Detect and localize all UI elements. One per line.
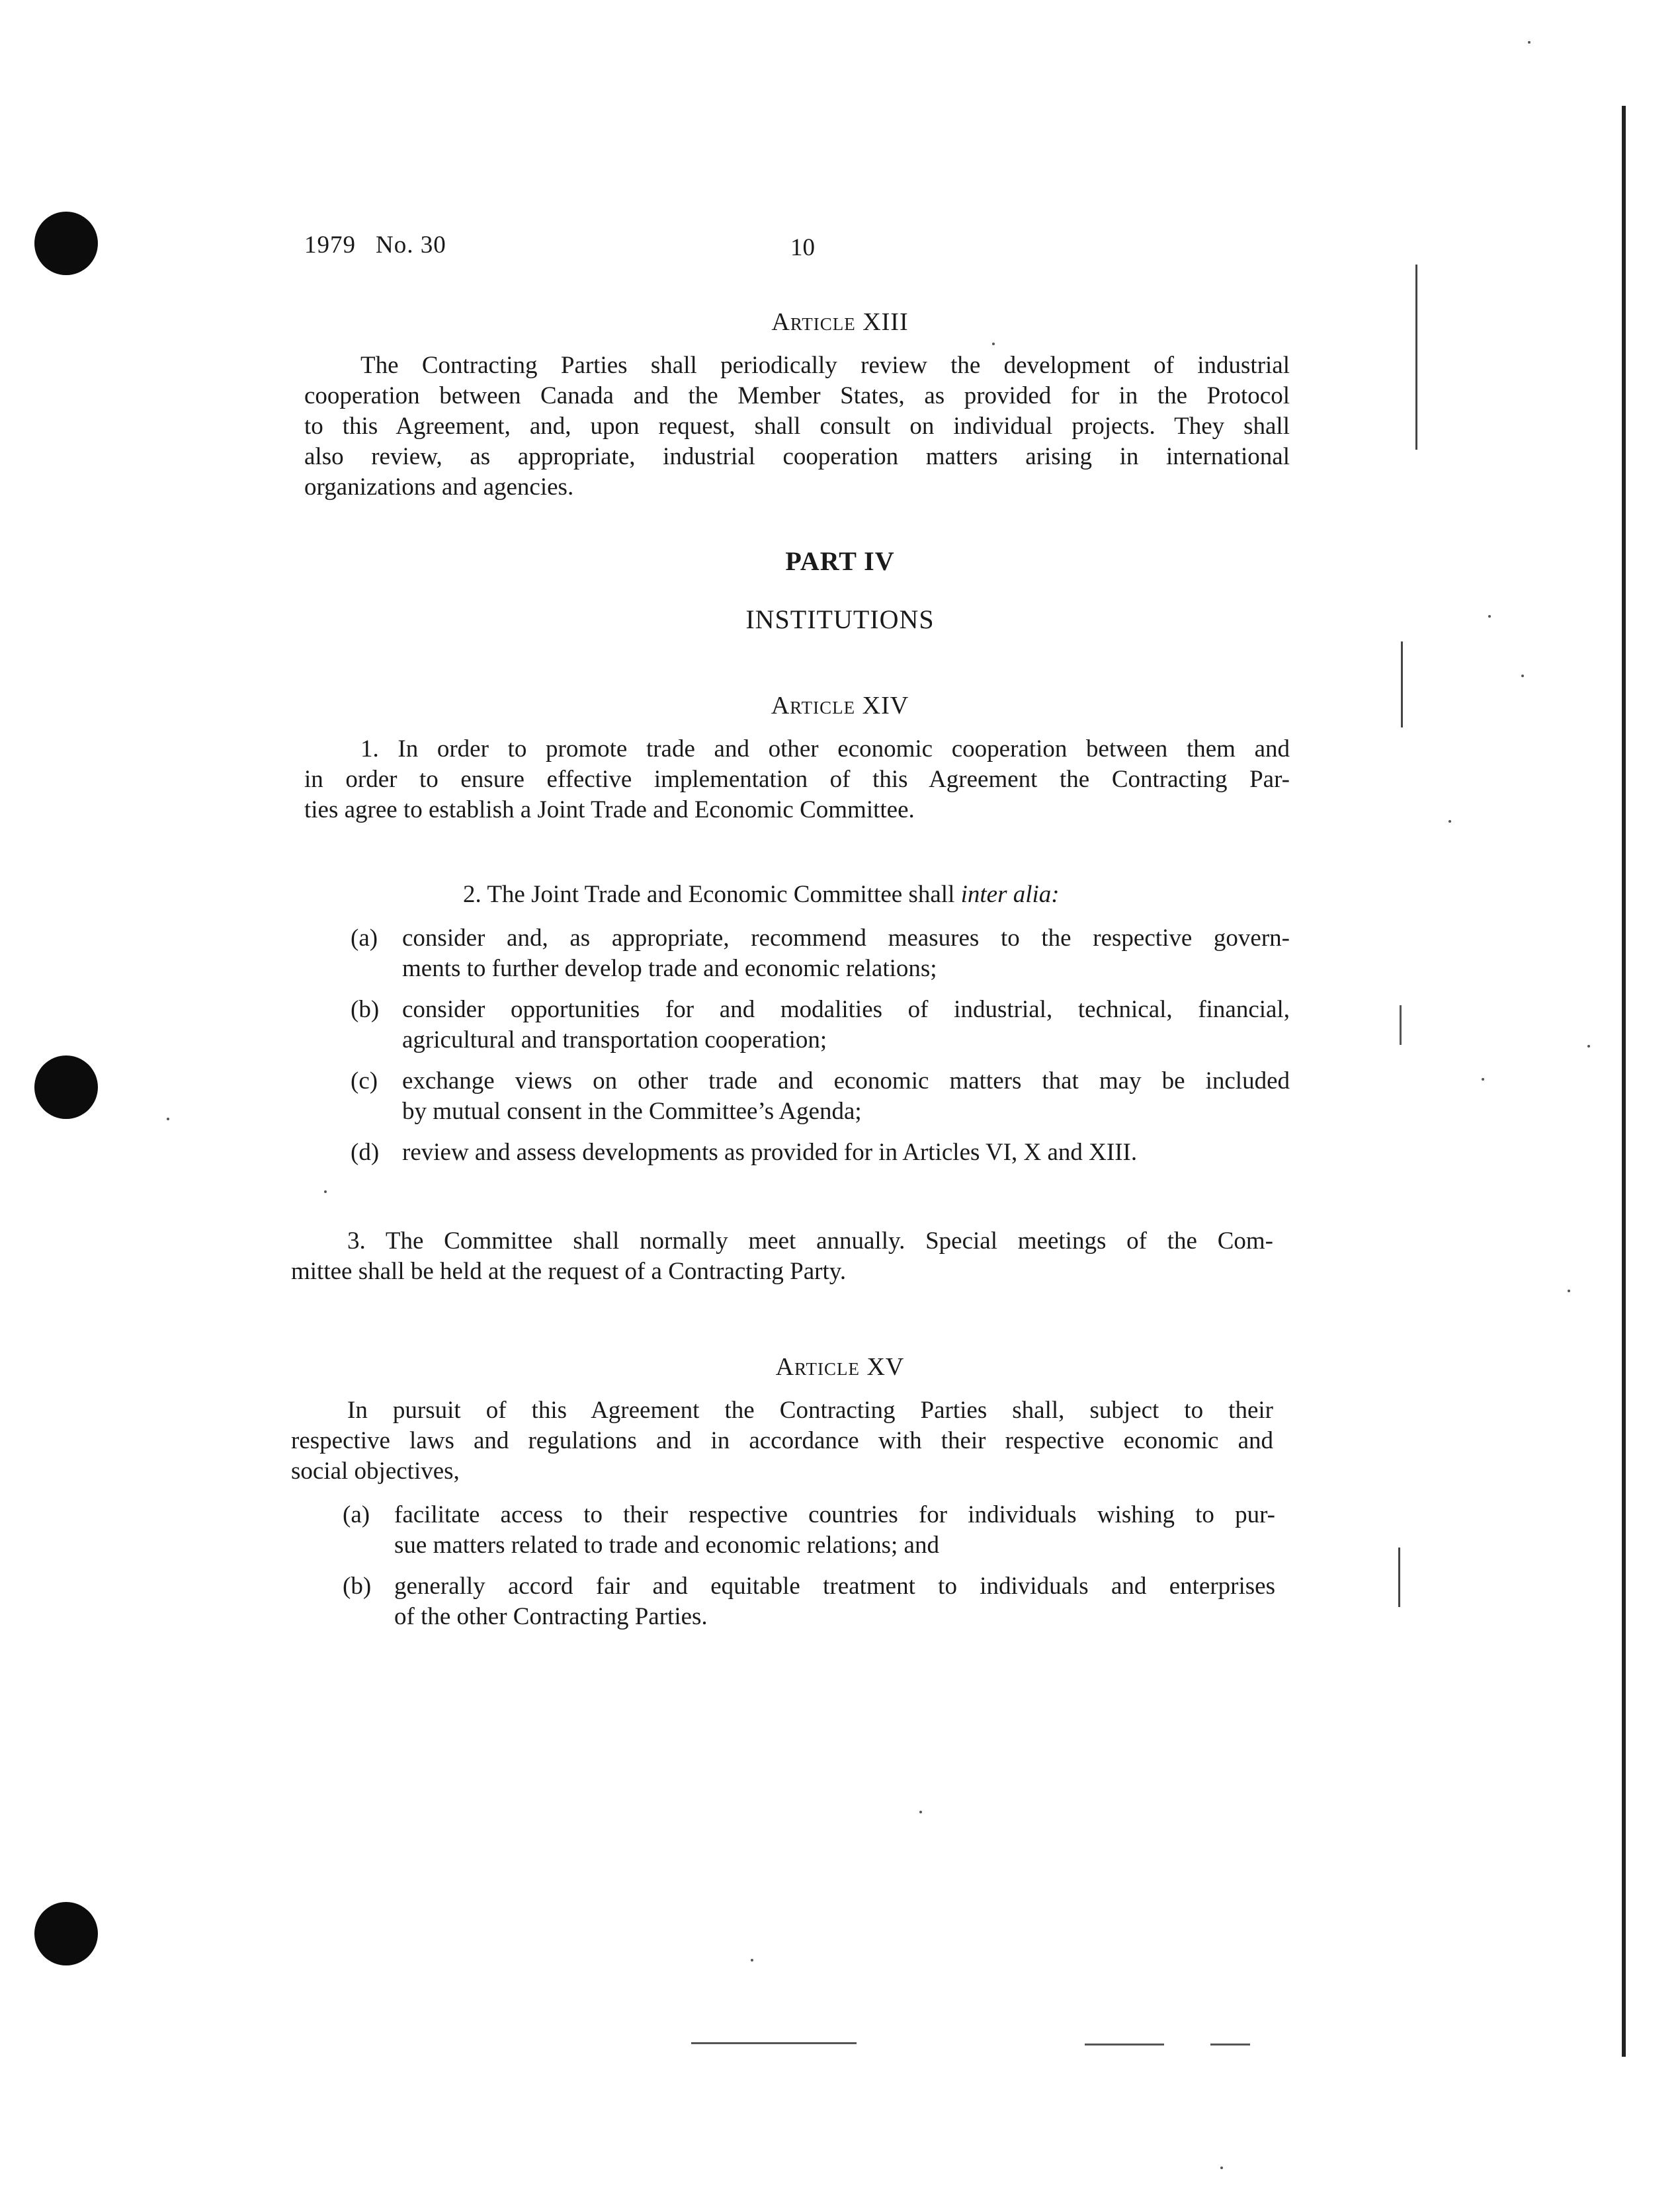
text-line: consider and, as appropriate, recommend measures to the respective govern- xyxy=(402,925,1290,952)
item-label: (c) xyxy=(351,1067,378,1094)
list-item xyxy=(343,1500,1275,1561)
text-line: by mutual consent in the Committee’s Agenda; xyxy=(402,1098,862,1125)
text-line: consider opportunities for and modalities of industrial, technical, financial, xyxy=(402,996,1290,1023)
text-line: The Contracting Parties shall periodically review the development of industrial xyxy=(360,352,1290,379)
article-xiv-heading: Article XIV xyxy=(771,692,909,720)
smudge xyxy=(1210,2044,1250,2045)
text-line: 3. The Committee shall normally meet annually. Special meetings of the Com- xyxy=(347,1227,1273,1255)
article-xv-heading: Article XV xyxy=(775,1353,905,1381)
text-line: In pursuit of this Agreement the Contracting Parties shall, subject to their xyxy=(347,1397,1273,1424)
punch-hole xyxy=(34,212,98,275)
speck xyxy=(1449,820,1451,823)
item-text xyxy=(402,1066,1290,1127)
text-line: respective laws and regulations and in accordance with their respective economic and xyxy=(291,1427,1273,1454)
text-line: also review, as appropriate, industrial cooperation matters arising in international xyxy=(304,443,1290,470)
item-text xyxy=(402,995,1290,1055)
item-label: (d) xyxy=(351,1139,380,1166)
text-line: agricultural and transportation cooperation; xyxy=(402,1026,827,1053)
article-xv-intro xyxy=(291,1395,1273,1487)
text-line: review and assess developments as provided for in Articles VI, X and XIII. xyxy=(402,1139,1138,1166)
year: 1979 xyxy=(304,231,356,259)
text-line: exchange views on other trade and economic matters that may be included xyxy=(402,1067,1290,1094)
text-line: facilitate access to their respective countries for individuals wishing to pur- xyxy=(394,1501,1275,1528)
margin-mark xyxy=(1415,265,1417,450)
item-label: (b) xyxy=(343,1573,372,1600)
article-xiv-paragraph-1 xyxy=(304,734,1290,825)
punch-hole xyxy=(34,1055,98,1119)
list-item xyxy=(351,1137,1290,1168)
item-text xyxy=(394,1500,1275,1561)
speck xyxy=(1568,1290,1570,1292)
text-line: ties agree to establish a Joint Trade and Economic Committee. xyxy=(304,796,915,823)
text-line: in order to ensure effective implementation of this Agreement the Contracting Par- xyxy=(304,766,1290,793)
part-title: PART IV xyxy=(785,546,895,576)
speck xyxy=(992,343,995,345)
issue-number: No. 30 xyxy=(376,231,446,259)
page-number: 10 xyxy=(790,234,815,261)
text-line: ments to further develop trade and economic relations; xyxy=(402,955,937,982)
speck xyxy=(751,1959,753,1962)
speck xyxy=(1482,1078,1484,1081)
smudge xyxy=(1085,2044,1164,2045)
article-xiii-heading: Article XIII xyxy=(771,308,909,336)
margin-mark xyxy=(1400,1005,1402,1045)
punch-hole xyxy=(34,1902,98,1965)
text-line: social objectives, xyxy=(291,1458,460,1485)
margin-mark xyxy=(1398,1548,1400,1607)
intro-text: 2. The Joint Trade and Economic Committee shall xyxy=(463,881,961,908)
list-item xyxy=(351,923,1290,984)
item-label: (a) xyxy=(343,1501,370,1528)
speck xyxy=(1220,2167,1223,2169)
list-item xyxy=(351,1066,1290,1127)
list-item xyxy=(343,1571,1275,1632)
item-text xyxy=(394,1571,1275,1632)
item-text xyxy=(402,1137,1290,1168)
speck xyxy=(1528,41,1531,44)
speck xyxy=(324,1190,327,1193)
text-line: mittee shall be held at the request of a Contracting Party. xyxy=(291,1258,847,1285)
text-line: cooperation between Canada and the Member States, as provided for in the Protocol xyxy=(304,382,1290,409)
text-line: 1. In order to promote trade and other economic cooperation between them and xyxy=(360,735,1290,763)
smudge xyxy=(691,2042,857,2044)
speck xyxy=(1587,1045,1590,1048)
page-edge-line xyxy=(1622,106,1626,2057)
article-xiv-paragraph-3 xyxy=(291,1226,1273,1287)
text-line: sue matters related to trade and economic relations; and xyxy=(394,1532,939,1559)
text-line: of the other Contracting Parties. xyxy=(394,1603,708,1630)
item-text xyxy=(402,923,1290,984)
article-xiv-paragraph-2-intro xyxy=(463,880,1060,910)
item-label: (a) xyxy=(351,925,378,952)
text-line: generally accord fair and equitable treatment to individuals and enterprises xyxy=(394,1573,1275,1600)
part-subtitle: INSTITUTIONS xyxy=(745,604,935,634)
speck xyxy=(1521,675,1524,677)
document-number xyxy=(304,230,446,261)
item-label: (b) xyxy=(351,996,380,1023)
intro-italic: inter alia: xyxy=(960,881,1060,908)
speck xyxy=(167,1118,169,1120)
list-item xyxy=(351,995,1290,1055)
speck xyxy=(919,1811,922,1813)
text-line: to this Agreement, and, upon request, shall consult on individual projects. They shall xyxy=(304,413,1290,440)
article-xiii-text xyxy=(304,351,1290,503)
text-line: organizations and agencies. xyxy=(304,474,574,501)
